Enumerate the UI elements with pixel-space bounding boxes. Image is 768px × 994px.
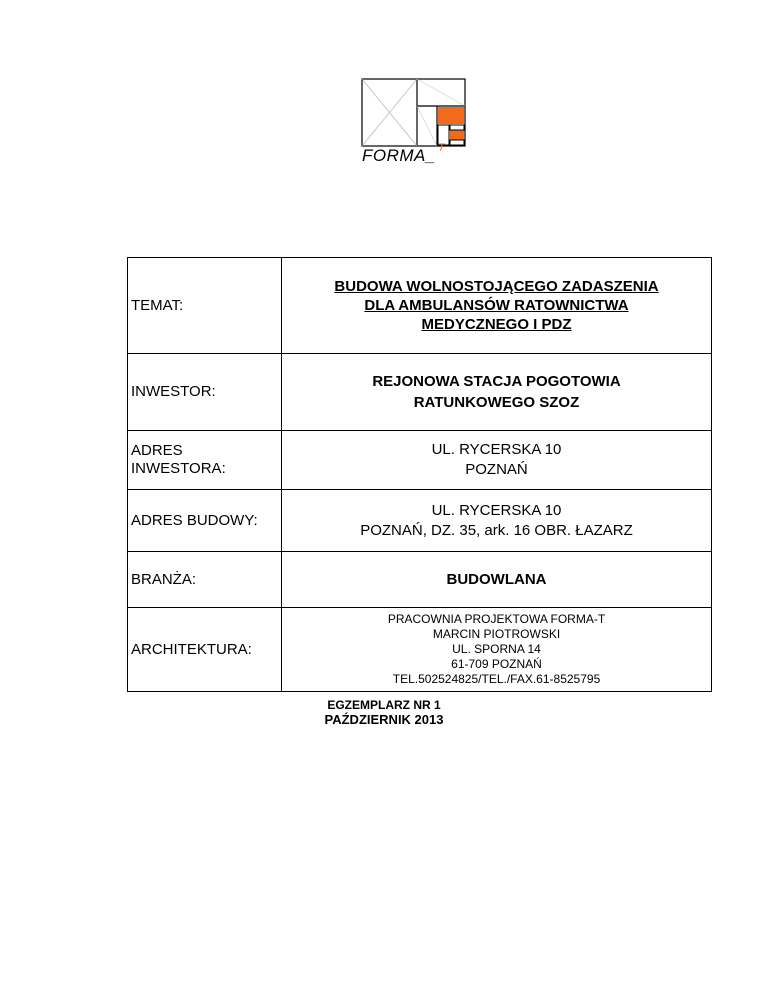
project-info-table <box>127 257 712 692</box>
investor-line-1: REJONOWA STACJA POGOTOWIA <box>372 373 621 390</box>
site-address-value <box>282 490 712 552</box>
architecture-line-2: MARCIN PIOTROWSKI <box>432 627 561 641</box>
investor-label: INWESTOR: <box>128 354 282 431</box>
document-date: PAŹDZIERNIK 2013 <box>324 712 444 727</box>
investor-address-label-line-1: ADRES <box>131 442 183 459</box>
investor-address-label-line-2: INWESTORA: <box>131 460 226 477</box>
architecture-line-5: TEL.502524825/TEL./FAX.61-8525795 <box>392 672 601 686</box>
logo-orange-square-small <box>450 130 464 140</box>
table-row-discipline <box>128 552 712 608</box>
table-row-architecture <box>128 608 712 692</box>
topic-line-3: MEDYCZNEGO I PDZ <box>421 316 572 333</box>
architecture-line-3: UL. SPORNA 14 <box>452 642 541 656</box>
architecture-label: ARCHITEKTURA: <box>128 608 282 692</box>
site-address-line-1: UL. RYCERSKA 10 <box>431 501 562 519</box>
investor-value <box>282 354 712 431</box>
copy-number: EGZEMPLARZ NR 1 <box>327 698 441 712</box>
investor-address-line-2: POZNAŃ <box>465 461 528 478</box>
site-address-line-2: POZNAŃ, DZ. 35, ark. 16 OBR. ŁAZARZ <box>360 521 633 539</box>
logo-wordmark <box>362 142 446 166</box>
table-row-investor-address <box>128 431 712 490</box>
architecture-value <box>282 608 712 692</box>
topic-label: TEMAT: <box>128 258 282 354</box>
table-row-site-address <box>128 490 712 552</box>
table-row-investor <box>128 354 712 431</box>
discipline-line-1: BUDOWLANA <box>446 571 547 588</box>
investor-address-label <box>128 431 282 490</box>
investor-address-line-1: UL. RYCERSKA 10 <box>431 441 562 458</box>
logo-wordmark-superscript: T <box>437 142 446 154</box>
discipline-value <box>282 552 712 608</box>
topic-line-2: DLA AMBULANSÓW RATOWNICTWA <box>364 297 629 314</box>
architecture-line-1: PRACOWNIA PROJEKTOWA FORMA-T <box>387 612 606 626</box>
discipline-label: BRANŻA: <box>128 552 282 608</box>
topic-value <box>282 258 712 354</box>
logo-wordmark-text: FORMA_ <box>362 146 436 165</box>
architecture-line-4: 61-709 POZNAŃ <box>451 657 542 671</box>
investor-address-value <box>282 431 712 490</box>
table-row-topic <box>128 258 712 354</box>
logo-orange-square-large <box>438 107 464 124</box>
investor-line-2: RATUNKOWEGO SZOZ <box>413 394 580 411</box>
site-address-label: ADRES BUDOWY: <box>128 490 282 552</box>
topic-line-1: BUDOWA WOLNOSTOJĄCEGO ZADASZENIA <box>334 278 659 295</box>
